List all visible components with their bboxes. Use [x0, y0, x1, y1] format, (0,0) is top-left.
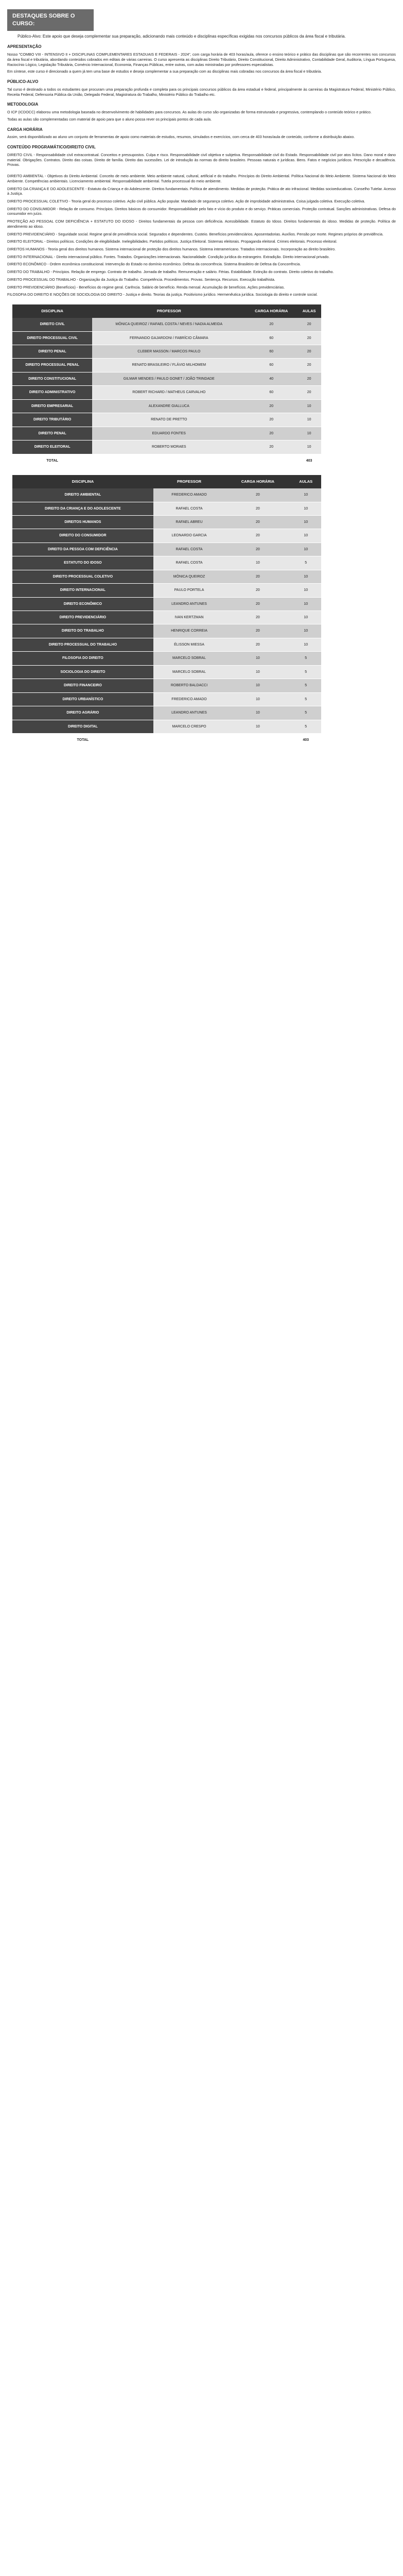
discipline-cell: DIREITO ELEITORAL [12, 440, 92, 454]
table-row [12, 733, 321, 747]
table-row [12, 399, 321, 413]
table-cell: FERNANDO GAJARDONI / FABRÍCIO CÂMARA [92, 331, 246, 345]
discipline-cell: TOTAL [12, 454, 92, 467]
discipline-paragraph: DIREITO DO TRABALHO - Princípios. Relação de emprego. Contrato de trabalho. Jornada de trabalho. Remuneração e salário. Férias. Estabilidade. Extinção do contrato. Direito coletivo do trabalho. [7, 269, 334, 275]
table-cell: RAFAEL COSTA [153, 502, 225, 515]
discipline-cell: DIREITO PROCESSUAL DO TRABALHO [12, 638, 153, 651]
content-section [7, 44, 396, 74]
discipline-paragraph: DIREITO PROCESSUAL DO TRABALHO - Organização da Justiça do Trabalho. Competência. Procedimentos. Provas. Sentença. Recursos. Execução trabalhista. [7, 277, 275, 282]
table-row [12, 502, 321, 515]
table-cell: RAFAEL COSTA [153, 556, 225, 570]
table-cell: HENRIQUE CORREIA [153, 624, 225, 638]
discipline-cell: DIREITO TRIBUTÁRIO [12, 413, 92, 427]
table-cell: RENATO DE PRETTO [92, 413, 246, 427]
table-cell: 10 [290, 515, 321, 529]
column-header: CARGA HORÁRIA [246, 304, 297, 318]
table-cell: 20 [297, 345, 321, 359]
discipline-cell: ESTATUTO DO IDOSO [12, 556, 153, 570]
discipline-paragraph: DIREITO ELEITORAL - Direitos políticos. Condições de elegibilidade. Inelegibilidades. Partidos políticos. Justiça Eleitoral. Sistemas eleitorais. Propaganda eleitoral. Crimes eleitorais. Processo eleitoral. [7, 239, 338, 244]
discipline-cell: DIREITO AGRÁRIO [12, 706, 153, 720]
discipline-cell: DIREITO PROCESSUAL COLETIVO [12, 570, 153, 583]
table-cell: 5 [290, 692, 321, 706]
section-title: METODOLOGIA [7, 102, 39, 107]
table-row [12, 413, 321, 427]
discipline-cell: DIREITO PROCESSUAL CIVIL [12, 331, 92, 345]
table-row [12, 543, 321, 556]
content-section [7, 145, 396, 167]
table-cell: 403 [297, 454, 321, 467]
table-cell: 10 [225, 652, 290, 665]
section-paragraph: Em síntese, este curso é direcionado a quem já tem uma base de estudos e deseja complementar a sua preparação com as disciplinas mais cobradas nos concursos da área fiscal e tributária. [7, 69, 322, 74]
discipline-paragraph: DIREITO DA CRIANÇA E DO ADOLESCENTE - Estatuto da Criança e do Adolescente. Direitos fundamentais. Política de atendimento. Medidas de proteção. Prática de ato infracional. Medidas socioeducativas. Conselho Tutelar. Acesso à Justiça. [7, 186, 396, 196]
table-cell: 5 [290, 706, 321, 720]
table-cell: GILMAR MENDES / PAULO GONET / JOÃO TRINDADE [92, 372, 246, 385]
section-paragraph: Todas as aulas são complementadas com material de apoio para que o aluno possa rever os principais pontos de cada aula. [7, 116, 212, 122]
table-cell: 20 [225, 529, 290, 543]
section-title: PÚBLICO-ALVO [7, 79, 39, 84]
table-row [12, 386, 321, 399]
table-cell: 10 [225, 692, 290, 706]
table-row [12, 665, 321, 679]
table-cell: ROBERT RICHARD / MATHEUS CARVALHO [92, 386, 246, 399]
table-cell: 10 [290, 570, 321, 583]
table-cell: 20 [225, 570, 290, 583]
discipline-cell: DIREITO ADMINISTRATIVO [12, 386, 92, 399]
table-cell: 10 [225, 679, 290, 692]
table-row [12, 624, 321, 638]
table-cell: 5 [290, 652, 321, 665]
table-row [12, 359, 321, 372]
table-row [12, 652, 321, 665]
table-cell: ROBERTO BALDACCI [153, 679, 225, 692]
table-cell: 60 [246, 359, 297, 372]
table-row [12, 331, 321, 345]
table-cell: 20 [297, 372, 321, 385]
table-cell: 20 [297, 331, 321, 345]
table-cell: 20 [225, 488, 290, 502]
table-cell [153, 733, 225, 747]
table-cell: 20 [225, 597, 290, 611]
column-header: CARGA HORÁRIA [225, 475, 290, 488]
discipline-cell: SOCIOLOGIA DO DIREITO [12, 665, 153, 679]
section-paragraph: Assim, será disponibilizado ao aluno um conjunto de ferramentas de apoio como materiais de estudos, resumos, simulados e exercícios, com cerca de 403 horas/aula de conteúdo, conforme a distribuição abaixo. [7, 134, 355, 140]
table-cell: 60 [246, 331, 297, 345]
table-cell: MÔNICA QUEIROZ [153, 570, 225, 583]
discipline-cell: DIREITO URBANÍSTICO [12, 692, 153, 706]
table-cell: ÉLISSON MIESSA [153, 638, 225, 651]
table-cell: 20 [246, 440, 297, 454]
section-title: APRESENTAÇÃO [7, 44, 42, 49]
discipline-paragraph: DIREITO PROCESSUAL COLETIVO - Teoria geral do processo coletivo. Ação civil pública. Ação popular. Mandado de segurança coletivo. Ação de improbidade administrativa. Coisa julgada coletiva. Execução coletiva. [7, 198, 365, 204]
section-paragraph: O ICP (ICDOCC) elaborou uma metodologia baseada no desenvolvimento de habilidades para concursos. As aulas do curso são organizadas de forma estruturada e progressiva, contemplando o conteúdo teórico e prático. [7, 110, 372, 115]
table-cell: 5 [290, 556, 321, 570]
table-cell: RENATO BRASILEIRO / FLÁVIO MILHOMEM [92, 359, 246, 372]
section-paragraph: DIREITO CIVIL - Responsabilidade civil extracontratual. Conceitos e pressupostos. Culpa e risco. Responsabilidade civil objetiva e subjetiva. Responsabilidade civil do Estado. Responsabilidade civil por atos lícitos. Dano moral e dano material. Obrigações. Contratos. Direito das coisas. Direito de família. Direito das sucessões. Lei de introdução às normas do direito brasileiro. Pessoas naturais e jurídicas. Bens. Fatos e negócios jurídicos. Prescrição e decadência. Provas. [7, 152, 396, 167]
discipline-cell: DIREITO PREVIDENCIÁRIO [12, 611, 153, 624]
table-cell: 10 [290, 543, 321, 556]
table-row [12, 345, 321, 359]
section-header: DESTAQUES SOBRE O CURSO: [7, 9, 94, 31]
section-title: CONTEÚDO PROGRAMÁTICO/DIREITO CIVIL [7, 145, 96, 150]
table-cell: 40 [246, 372, 297, 385]
table-cell: 60 [246, 345, 297, 359]
page [0, 9, 403, 747]
table-cell: RAFAEL ABREU [153, 515, 225, 529]
discipline-paragraph: DIREITO AMBIENTAL - Objetivos do Direito Ambiental. Conceito de meio ambiente. Meio ambiente natural, cultural, artificial e do trabalho. Princípios do Direito Ambiental. Política Nacional do Meio Ambiente. Sistema Nacional do Meio Ambiente. Competências ambientais. Licenciamento ambiental. Responsabilidade ambiental. Tutela processual do meio ambiente. [7, 174, 396, 183]
discipline-cell: DIREITO DO CONSUMIDOR [12, 529, 153, 543]
table-row [12, 679, 321, 692]
table-cell: 5 [290, 720, 321, 733]
discipline-cell: DIREITO FINANCEIRO [12, 679, 153, 692]
table-cell: 10 [290, 529, 321, 543]
table-cell: 10 [225, 720, 290, 733]
table-cell: 20 [297, 359, 321, 372]
table-cell [225, 733, 290, 747]
discipline-paragraph: DIREITO ECONÔMICO - Ordem econômica constitucional. Intervenção do Estado no domínio econômico. Defesa da concorrência. Sistema Brasileiro de Defesa da Concorrência. [7, 262, 301, 267]
table-cell: 20 [297, 386, 321, 399]
table-row [12, 556, 321, 570]
column-header: PROFESSOR [92, 304, 246, 318]
intro-text: Público-Alvo: Este apoio que deseja complementar sua preparação, adicionando mais conteúdo e disciplinas específicas exigidas nos concursos públicos da área fiscal e tributária. [17, 33, 346, 39]
table-cell: 5 [290, 679, 321, 692]
content-section [7, 79, 396, 97]
table-cell: 10 [225, 706, 290, 720]
table-cell: 20 [246, 399, 297, 413]
disciplines-table [12, 304, 321, 468]
discipline-cell: DIREITO PENAL [12, 345, 92, 359]
table-cell: MARCELO CRESPO [153, 720, 225, 733]
table-cell: ALEXANDRE GIALLUCA [92, 399, 246, 413]
discipline-cell: DIREITO PENAL [12, 427, 92, 440]
column-header: AULAS [290, 475, 321, 488]
table-cell: 10 [290, 638, 321, 651]
disciplines-table-2 [12, 475, 321, 747]
discipline-cell: DIREITO DO TRABALHO [12, 624, 153, 638]
section-paragraph: Nosso "COMBO VIII - INTENSIVO II + DISCIPLINAS COMPLEMENTARES ESTADUAIS E FEDERAIS - 2024", com carga horária de 403 horas/aula, oferece o ensino teórico e prático das disciplinas que são recorrentes nos concursos da área fiscal e tributária, abordando conteúdos cobrados em editais de várias carreiras. O curso apresenta as disciplinas Direito Tributário, Direito Constitucional, Direito Administrativo, Contabilidade Geral, Auditoria, Língua Portuguesa, Raciocínio Lógico, Legislação Tributária, Comércio Internacional, Economia, Finanças Públicas, entre outras, com aulas ministradas por professores especialistas. [7, 52, 396, 67]
table-row [12, 318, 321, 331]
table-cell: 10 [297, 399, 321, 413]
table-cell [92, 454, 246, 467]
table-cell: EDUARDO FONTES [92, 427, 246, 440]
table-cell: LEANDRO ANTUNES [153, 597, 225, 611]
table-row [12, 372, 321, 385]
table-cell: 20 [225, 502, 290, 515]
column-header: AULAS [297, 304, 321, 318]
table-cell: MARCELO SOBRAL [153, 652, 225, 665]
table-cell: PAULO PORTELA [153, 584, 225, 597]
table-cell: 20 [225, 638, 290, 651]
table-row [12, 570, 321, 583]
table-row [12, 638, 321, 651]
column-header: DISCIPLINA [12, 475, 153, 488]
table-row [12, 529, 321, 543]
table-cell: 10 [290, 624, 321, 638]
discipline-cell: DIREITO INTERNACIONAL [12, 584, 153, 597]
discipline-cell: DIREITO CIVIL [12, 318, 92, 331]
table-cell: 20 [225, 584, 290, 597]
table-cell: 20 [297, 318, 321, 331]
table-cell: 20 [225, 611, 290, 624]
table-cell: 10 [297, 440, 321, 454]
table-cell: 20 [225, 624, 290, 638]
table-cell: 10 [297, 427, 321, 440]
content-section [7, 102, 396, 122]
table-row [12, 720, 321, 733]
table-row [12, 706, 321, 720]
table-cell: 10 [290, 597, 321, 611]
table-cell: FREDERICO AMADO [153, 488, 225, 502]
table-cell: 5 [290, 665, 321, 679]
table-row [12, 427, 321, 440]
table-cell: IVAN KERTZMAN [153, 611, 225, 624]
table-cell: 20 [246, 318, 297, 331]
table-cell: 10 [290, 502, 321, 515]
discipline-cell: DIREITO ECONÔMICO [12, 597, 153, 611]
table-cell: 60 [246, 386, 297, 399]
discipline-cell: DIREITO AMBIENTAL [12, 488, 153, 502]
table-header-row [12, 475, 321, 488]
discipline-paragraph: FILOSOFIA DO DIREITO E NOÇÕES DE SOCIOLOGIA DO DIREITO - Justiça e direito. Teorias da justiça. Positivismo jurídico. Hermenêutica jurídica. Sociologia do direito e controle social. [7, 292, 318, 297]
table-cell: 10 [225, 665, 290, 679]
table-row [12, 515, 321, 529]
table-row [12, 597, 321, 611]
discipline-paragraph: PROTEÇÃO AO PESSOAL COM DEFICIÊNCIA + ESTATUTO DO IDOSO - Direitos fundamentais da pessoa com deficiência. Acessibilidade. Estatuto do Idoso. Direitos fundamentais do idoso. Medidas de proteção. Política de atendimento ao idoso. [7, 219, 396, 229]
table-cell: ROBERTO MORAES [92, 440, 246, 454]
table-cell: LEONARDO GARCIA [153, 529, 225, 543]
discipline-paragraph: DIREITO PREVIDENCIÁRIO - Seguridade social. Regime geral de previdência social. Segurados e dependentes. Custeio. Benefícios previdenciários. Aposentadorias. Auxílios. Pensão por morte. Regimes próprios de previdência. [7, 231, 383, 236]
table-row [12, 440, 321, 454]
discipline-cell: DIREITO DIGITAL [12, 720, 153, 733]
table-cell: CLEBER MASSON / MARCOS PAULO [92, 345, 246, 359]
section-title: CARGA HORÁRIA [7, 127, 43, 132]
table-cell: 10 [297, 413, 321, 427]
table-cell: FREDERICO AMADO [153, 692, 225, 706]
discipline-cell: DIREITO CONSTITUCIONAL [12, 372, 92, 385]
table-row [12, 611, 321, 624]
discipline-paragraph: DIREITO DO CONSUMIDOR - Relação de consumo. Princípios. Direitos básicos do consumidor. Responsabilidade pelo fato e vício do produto e do serviço. Práticas comerciais. Proteção contratual. Sanções administrativas. Defesa do consumidor em juízo. [7, 206, 396, 216]
table-header-row [12, 304, 321, 318]
table-row [12, 584, 321, 597]
table-cell: 20 [225, 515, 290, 529]
table-row [12, 488, 321, 502]
table-cell: RAFAEL COSTA [153, 543, 225, 556]
table-cell: 20 [246, 413, 297, 427]
content-section [7, 127, 396, 140]
table-cell: MARCELO SOBRAL [153, 665, 225, 679]
table-cell: 10 [290, 584, 321, 597]
table-cell: 403 [290, 733, 321, 747]
column-header: PROFESSOR [153, 475, 225, 488]
table-cell: 10 [225, 556, 290, 570]
section-paragraph: Tal curso é destinado a todos os estudantes que procuram uma preparação profunda e completa para os principais concursos públicos da área estadual e federal, principalmente às carreiras da Magistratura Federal, Ministério Público, Receita Federal, Defensoria Pública da União, Delegado Federal, Magistratura do Trabalho, Ministério Público do Trabalho etc. [7, 87, 396, 97]
table-cell [246, 454, 297, 467]
discipline-cell: DIREITO DA PESSOA COM DEFICIÊNCIA [12, 543, 153, 556]
table-cell: LEANDRO ANTUNES [153, 706, 225, 720]
discipline-cell: DIREITO EMPRESARIAL [12, 399, 92, 413]
discipline-cell: DIREITOS HUMANOS [12, 515, 153, 529]
table-cell: 10 [290, 611, 321, 624]
discipline-paragraph: DIREITOS HUMANOS - Teoria geral dos direitos humanos. Sistema internacional de proteção dos direitos humanos. Sistema interamericano. Tratados internacionais. Incorporação ao direito brasileiro. [7, 247, 336, 251]
column-header: DISCIPLINA [12, 304, 92, 318]
discipline-paragraph: DIREITO PREVIDENCIÁRIO (Benefícios) - Benefícios do regime geral. Carência. Salário de benefício. Renda mensal. Acumulação de benefícios. Ações previdenciárias. [7, 284, 285, 290]
discipline-cell: FILOSOFIA DO DIREITO [12, 652, 153, 665]
discipline-paragraph: DIREITO INTERNACIONAL - Direito internacional público. Fontes. Tratados. Organizações internacionais. Nacionalidade. Condição jurídica do estrangeiro. Extradição. Direito internacional privado. [7, 254, 330, 259]
discipline-cell: DIREITO DA CRIANÇA E DO ADOLESCENTE [12, 502, 153, 515]
disciplines-text [7, 174, 396, 297]
table-row [12, 454, 321, 467]
discipline-cell: DIREITO PROCESSUAL PENAL [12, 359, 92, 372]
table-cell: 20 [246, 427, 297, 440]
table-row [12, 692, 321, 706]
discipline-cell: TOTAL [12, 733, 153, 747]
table-cell: 20 [225, 543, 290, 556]
sections [7, 44, 396, 167]
table-cell: MÔNICA QUEIROZ / RAFAEL COSTA / NEVES / NADIA ALMEIDA [92, 318, 246, 331]
table-cell: 10 [290, 488, 321, 502]
